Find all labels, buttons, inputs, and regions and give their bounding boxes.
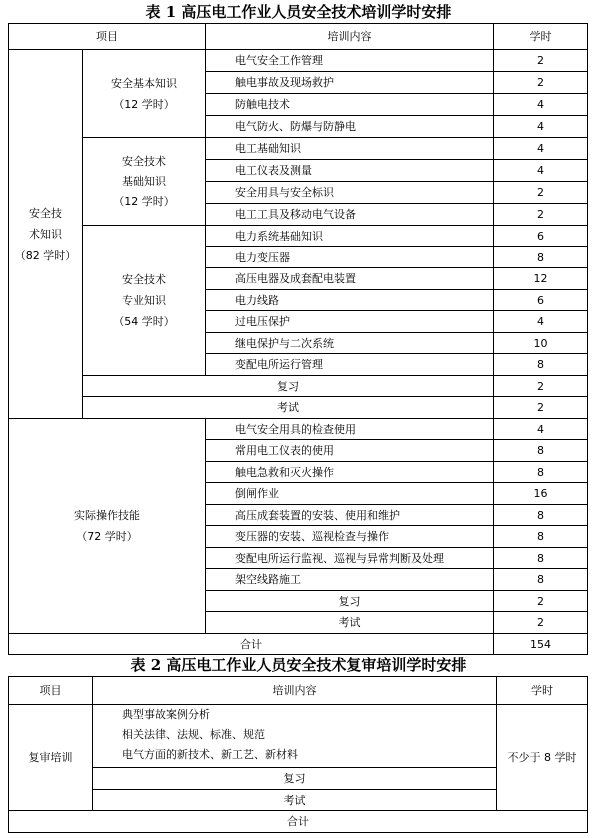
content-line: 相关法律、法规、标准、规范 [122,728,265,741]
table-row [9,376,588,397]
content-cell: 电工仪表及测量 [206,160,494,182]
header-content: 培训内容 [93,677,497,705]
hours-cell: 8 [494,247,588,268]
content-cell: 过电压保护 [206,311,494,333]
hours-cell: 12 [494,268,588,290]
content-cell: 架空线路施工 [206,569,494,591]
content-cell: 安全用具与安全标识 [206,182,494,204]
content-cell: 电气安全工作管理 [206,50,494,72]
content-cell: 触电事故及现场救护 [206,72,494,94]
content-cell: 变配电所运行监视、巡视与异常判断及处理 [206,548,494,569]
content-line: 电气方面的新技术、新工艺、新材料 [122,748,298,761]
group-tech-basic-cell: 安全技术 基础知识 （12 学时） [83,138,206,226]
hours-cell: 6 [494,226,588,247]
header-content: 培训内容 [206,24,494,50]
hours-cell: 4 [494,94,588,116]
hours-cell: 10 [494,333,588,354]
table2-total-row [9,811,588,833]
table-row [9,226,588,247]
hours-cell: 4 [494,138,588,160]
content-line: 典型事故案例分析 [122,708,210,721]
hours-cell: 2 [494,376,588,397]
hours-cell: 4 [494,419,588,440]
header-project: 项目 [9,24,206,50]
table1-total-row [9,634,588,655]
practice-exam-cell: 考试 [206,612,494,634]
hours-cell: 8 [494,440,588,462]
content-cell: 变配电所运行管理 [206,354,494,376]
review-cell: 复习 [93,768,497,790]
hours-cell: 4 [494,116,588,138]
content-cell: 电工基础知识 [206,138,494,160]
total-hours: 154 [494,634,588,655]
header-hours: 学时 [497,677,588,705]
content-cell: 防触电技术 [206,94,494,116]
table-row [9,138,588,160]
safety-knowledge-cell: 安全技 术知识 （82 学时） [9,50,83,419]
content-cell: 变压器的安装、巡视检查与操作 [206,526,494,548]
review-cell: 复习 [83,376,494,397]
hours-cell: 4 [494,160,588,182]
table-row [9,397,588,419]
content-cell: 高压成套装置的安装、使用和维护 [206,505,494,526]
table1-header-row [9,24,588,50]
hours-cell: 2 [494,591,588,612]
table2 [8,676,588,833]
table-row [9,705,588,768]
header-hours: 学时 [494,24,588,50]
content-cell: 常用电工仪表的使用 [206,440,494,462]
content-cell: 电力变压器 [206,247,494,268]
content-lines-cell [93,705,497,768]
review-training-cell: 复审培训 [9,705,93,811]
hours-cell: 8 [494,548,588,569]
hours-cell: 2 [494,397,588,419]
content-cell: 电工工具及移动电气设备 [206,204,494,226]
content-cell: 电气安全用具的检查使用 [206,419,494,440]
exam-cell: 考试 [93,790,497,811]
hours-cell: 2 [494,612,588,634]
hours-cell: 8 [494,354,588,376]
table2-title: 表 2 高压电工作业人员安全技术复审培训学时安排 [130,656,467,674]
hours-cell: 6 [494,290,588,311]
hours-cell: 4 [494,311,588,333]
hours-cell: 8 [494,462,588,483]
exam-cell: 考试 [83,397,494,419]
hours-cell: 2 [494,204,588,226]
hours-cell: 2 [494,72,588,94]
practice-review-cell: 复习 [206,591,494,612]
table1-title: 表 1 高压电工作业人员安全技术培训学时安排 [145,3,452,21]
hours-cell: 8 [494,505,588,526]
content-cell: 倒闸作业 [206,483,494,505]
table-row [9,50,588,72]
table-row [9,419,588,440]
group-tech-pro-cell: 安全技术 专业知识 （54 学时） [83,226,206,376]
hours-cell: 2 [494,182,588,204]
practice-cell: 实际操作技能 （72 学时） [9,419,206,634]
total-label: 合计 [9,634,494,655]
content-cell: 继电保护与二次系统 [206,333,494,354]
table2-header-row [9,677,588,705]
total-label: 合计 [9,811,588,833]
content-cell: 高压电器及成套配电装置 [206,268,494,290]
hours-cell: 16 [494,483,588,505]
content-cell: 电力线路 [206,290,494,311]
content-cell: 触电急救和灭火操作 [206,462,494,483]
hours-cell: 8 [494,526,588,548]
hours-cell: 不少于 8 学时 [497,705,588,811]
header-project: 项目 [9,677,93,705]
table1 [8,23,588,655]
hours-cell: 2 [494,50,588,72]
content-cell: 电气防火、防爆与防静电 [206,116,494,138]
group-basic-cell: 安全基本知识 （12 学时） [83,50,206,138]
hours-cell: 8 [494,569,588,591]
content-cell: 电力系统基础知识 [206,226,494,247]
